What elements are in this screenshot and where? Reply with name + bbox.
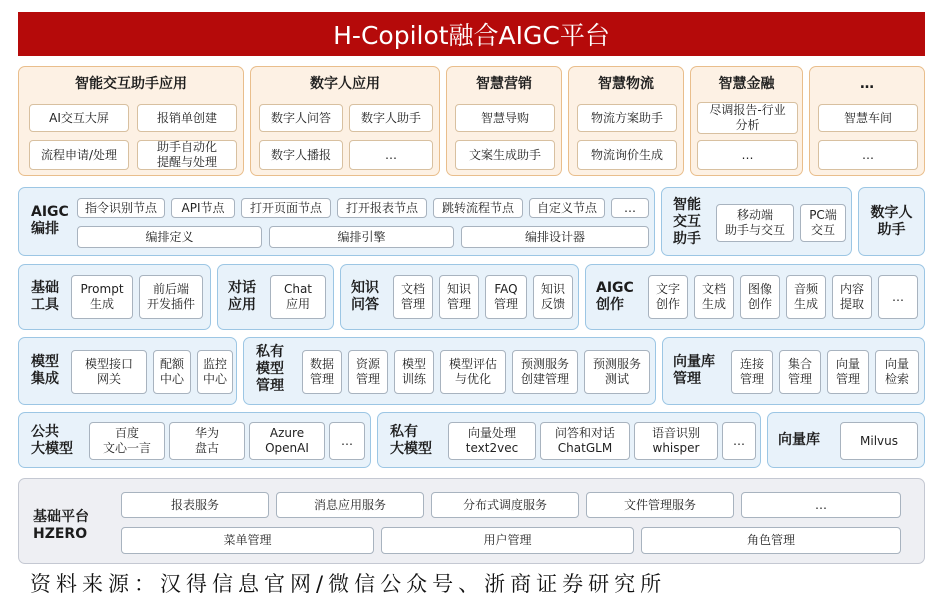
aigc-creation-group — [585, 264, 925, 330]
platform-management: 用户管理 — [381, 527, 634, 554]
app-group-finance — [690, 66, 803, 176]
vector-mgmt-item: 连接 管理 — [731, 350, 773, 394]
platform-service: 报表服务 — [121, 492, 269, 518]
vector-db-item: Milvus — [840, 422, 918, 460]
group-title: 数字人 助手 — [870, 205, 913, 238]
knowledge-item: FAQ 管理 — [485, 275, 527, 319]
group-title: 私有 大模型 — [390, 424, 432, 457]
private-model-item: … — [722, 422, 756, 460]
app-group-marketing — [446, 66, 562, 176]
orchestration-item: 编排定义 — [77, 226, 262, 248]
group-title: 向量库 管理 — [673, 354, 715, 387]
app-item: … — [818, 140, 918, 170]
knowledge-item: 知识 反馈 — [533, 275, 573, 319]
vector-mgmt-item: 向量 检索 — [875, 350, 919, 394]
model-mgmt-item: 资源 管理 — [348, 350, 388, 394]
platform-service: 分布式调度服务 — [431, 492, 579, 518]
knowledge-item: 文档 管理 — [393, 275, 433, 319]
tool-item: Prompt 生成 — [71, 275, 133, 319]
vector-db-group — [767, 412, 925, 468]
app-item: 助手自动化 提醒与处理 — [137, 140, 237, 170]
orchestration-item: 编排引擎 — [269, 226, 454, 248]
creation-item: 图像 创作 — [740, 275, 780, 319]
source-note: 资料来源：汉得信息官网/微信公众号、浙商证券研究所 — [30, 572, 667, 596]
app-item: 物流询价生成 — [577, 140, 677, 170]
creation-item: … — [878, 275, 918, 319]
knowledge-item: 知识 管理 — [439, 275, 479, 319]
basic-tools-group — [18, 264, 211, 330]
platform-service: 文件管理服务 — [586, 492, 734, 518]
app-item: 流程申请/处理 — [29, 140, 129, 170]
group-title: 智慧营销 — [476, 76, 532, 92]
app-item: 数字人问答 — [259, 104, 343, 132]
app-group-digital-human — [250, 66, 440, 176]
node-item: 跳转流程节点 — [433, 198, 523, 218]
app-item: 物流方案助手 — [577, 104, 677, 132]
model-integration-group — [18, 337, 237, 405]
digital-human-assistant-group — [858, 187, 925, 256]
group-title: 智慧金融 — [718, 76, 775, 92]
public-model-item: 百度 文心一言 — [89, 422, 165, 460]
public-model-item: … — [329, 422, 365, 460]
aigc-orchestration-group — [18, 187, 655, 256]
creation-item: 音频 生成 — [786, 275, 826, 319]
node-item: API节点 — [171, 198, 235, 218]
tool-item: 前后端 开发插件 — [139, 275, 203, 319]
group-title: 向量库 — [778, 432, 820, 448]
group-title: 基础平台 HZERO — [33, 509, 89, 542]
app-item: AI交互大屏 — [29, 104, 129, 132]
group-title: 数字人应用 — [310, 76, 380, 92]
app-item: 文案生成助手 — [455, 140, 555, 170]
group-title: 模型 集成 — [31, 354, 59, 387]
node-item: 打开页面节点 — [241, 198, 331, 218]
app-group-logistics — [568, 66, 684, 176]
assistant-item: PC端 交互 — [800, 204, 846, 242]
public-model-item: Azure OpenAI — [249, 422, 325, 460]
group-title: 智慧物流 — [598, 76, 654, 92]
app-item: 报销单创建 — [137, 104, 237, 132]
group-title: AIGC 编排 — [31, 204, 69, 237]
chat-app-group — [217, 264, 334, 330]
integration-item: 模型接口 网关 — [71, 350, 147, 394]
group-title: 私有 模型 管理 — [256, 344, 284, 394]
private-model-item: 语音识别 whisper — [634, 422, 718, 460]
app-item: 尽调报告-行业 分析 — [697, 102, 798, 134]
integration-item: 监控 中心 — [197, 350, 233, 394]
private-models-group — [377, 412, 761, 468]
group-title: 基础 工具 — [31, 280, 59, 313]
group-title: AIGC 创作 — [596, 280, 634, 313]
private-model-management-group — [243, 337, 656, 405]
node-item: 打开报表节点 — [337, 198, 427, 218]
public-model-item: 华为 盘古 — [169, 422, 245, 460]
app-item: … — [697, 140, 798, 170]
creation-item: 内容 提取 — [832, 275, 872, 319]
platform-service: … — [741, 492, 901, 518]
vector-mgmt-item: 向量 管理 — [827, 350, 869, 394]
assistant-item: 移动端 助手与交互 — [716, 204, 794, 242]
private-model-item: 问答和对话 ChatGLM — [540, 422, 630, 460]
public-models-group — [18, 412, 371, 468]
integration-item: 配额 中心 — [153, 350, 191, 394]
app-group-interaction — [18, 66, 244, 176]
node-item: 自定义节点 — [529, 198, 605, 218]
orchestration-item: 编排设计器 — [461, 226, 649, 248]
app-group-more — [809, 66, 925, 176]
platform-management: 菜单管理 — [121, 527, 374, 554]
app-item: 数字人播报 — [259, 140, 343, 170]
node-item: 指令识别节点 — [77, 198, 165, 218]
app-item: 智慧导购 — [455, 104, 555, 132]
platform-management: 角色管理 — [641, 527, 901, 554]
vector-db-management-group — [662, 337, 925, 405]
group-title: 知识 问答 — [351, 280, 379, 313]
base-platform-group — [18, 478, 925, 564]
model-mgmt-item: 数据 管理 — [302, 350, 342, 394]
group-title: … — [860, 76, 874, 92]
platform-service: 消息应用服务 — [276, 492, 424, 518]
vector-mgmt-item: 集合 管理 — [779, 350, 821, 394]
node-item: … — [611, 198, 649, 218]
private-model-item: 向量处理 text2vec — [448, 422, 536, 460]
group-title: 公共 大模型 — [31, 424, 73, 457]
group-title: 对话 应用 — [228, 280, 256, 313]
creation-item: 文字 创作 — [648, 275, 688, 319]
model-mgmt-item: 预测服务 创建管理 — [512, 350, 578, 394]
group-title: 智能 交互 助手 — [673, 197, 701, 247]
model-mgmt-item: 模型 训练 — [394, 350, 434, 394]
creation-item: 文档 生成 — [694, 275, 734, 319]
app-item: 数字人助手 — [349, 104, 433, 132]
app-item: 智慧车间 — [818, 104, 918, 132]
model-mgmt-item: 预测服务 测试 — [584, 350, 650, 394]
smart-assistant-group — [661, 187, 852, 256]
app-item: … — [349, 140, 433, 170]
group-title: 智能交互助手应用 — [75, 76, 187, 92]
chat-item: Chat 应用 — [270, 275, 326, 319]
platform-title-banner: H-Copilot融合AIGC平台 — [18, 12, 925, 56]
knowledge-qa-group — [340, 264, 579, 330]
model-mgmt-item: 模型评估 与优化 — [440, 350, 506, 394]
